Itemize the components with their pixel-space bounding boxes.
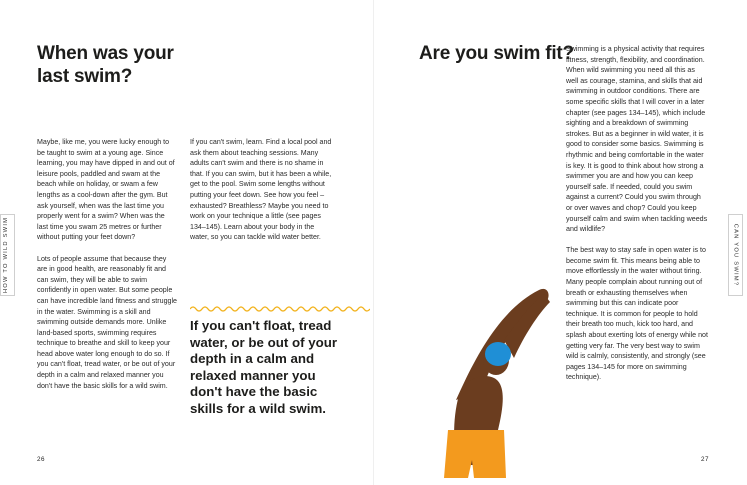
left-col1-paragraph-1: Maybe, like me, you were lucky enough to be taught to swim at a young age. Since learning, you may have dipped in and out of leisure pools, paddled and swam at the beach while on holiday, or swam a few lengths as a cool-down after the gym. But ask yourself, when was the last time you properly went for a swim? When was the last time you swam 25 metres or further without putting your feet down? bbox=[37, 138, 175, 242]
page-number-left: 26 bbox=[37, 456, 46, 463]
right-paragraph-2: The best way to stay safe in open water is to become swim fit. This means being able to move effortlessly in the water without tiring. Many people complain about running out of breath or exhausting themselves when swimming but this can indicate poor technique. It is common for people to hold their breath too much, kick too hard, and splash about exerting lots of energy while not getting very far. The very best way to swim wild is calmly, consistently, and strongly (see pages 134–145 for more on swimming technique). bbox=[566, 246, 708, 382]
right-column bbox=[566, 44, 709, 394]
pull-quote: If you can't float, tread water, or be out of your depth in a calm and relaxed manner you don't have the basic skills for a wild swim. bbox=[190, 318, 338, 416]
left-col2-paragraph-1: If you can't swim, learn. Find a local pool and ask them about teaching sessions. Many adults can't swim and there is no shame in that. If you can swim, but it has been a while, get to the pool. Swim some lengths without putting your feet down. See how you feel – exhausted? Breathless? Maybe you need to work on your technique a little (see pages 134–145). Learn about your body in the water, so you can tackle wild water better. bbox=[190, 138, 332, 242]
right-page bbox=[374, 0, 747, 485]
left-heading: When was your last swim? bbox=[37, 43, 174, 87]
left-col1-paragraph-2: Lots of people assume that because they are in good health, are reasonably fit and can swim, they will be able to swim confidently in open water. But some people can have incredible land fitness and struggle in the water. Swimming is a skill and swimming outside demands more. Unlike land-based sports, swimming requires technique to breathe and skill to keep your head above water long enough to do so. If you can't float, tread water, or be out of your depth in a calm and relaxed manner you don't have the basic skills for a wild swim. bbox=[37, 254, 177, 390]
running-head-left: HOW TO WILD SWIM bbox=[3, 216, 10, 294]
left-column-2 bbox=[190, 137, 333, 254]
right-heading: Are you swim fit? bbox=[419, 43, 574, 64]
wave-divider bbox=[190, 305, 370, 313]
running-head-right: CAN YOU SWIM? bbox=[732, 223, 739, 287]
swimmer-illustration bbox=[434, 280, 554, 480]
page-number-right: 27 bbox=[701, 456, 710, 463]
left-page bbox=[0, 0, 373, 485]
left-column-1 bbox=[37, 137, 177, 402]
right-paragraph-1: Swimming is a physical activity that requires fitness, strength, flexibility, and coordination. When wild swimming you need all this as well as courage, stamina, and skills that aid swimming in outdoor conditions. There are some specific skills that I will cover in a later chapter (see pages 134–145), which include sighting and a breakdown of swimming strokes. But as a beginner in wild water, it is good to consider some basics. Swimming is rhythmic and being comfortable in the water is key. It is good to think about how strong a swimmer you are and how you can keep yourself safe. If needed, could you swim against a current? Could you swim through or over waves and chop? Could you keep yourself calm and swim when tackling weeds and wildlife? bbox=[566, 45, 708, 234]
